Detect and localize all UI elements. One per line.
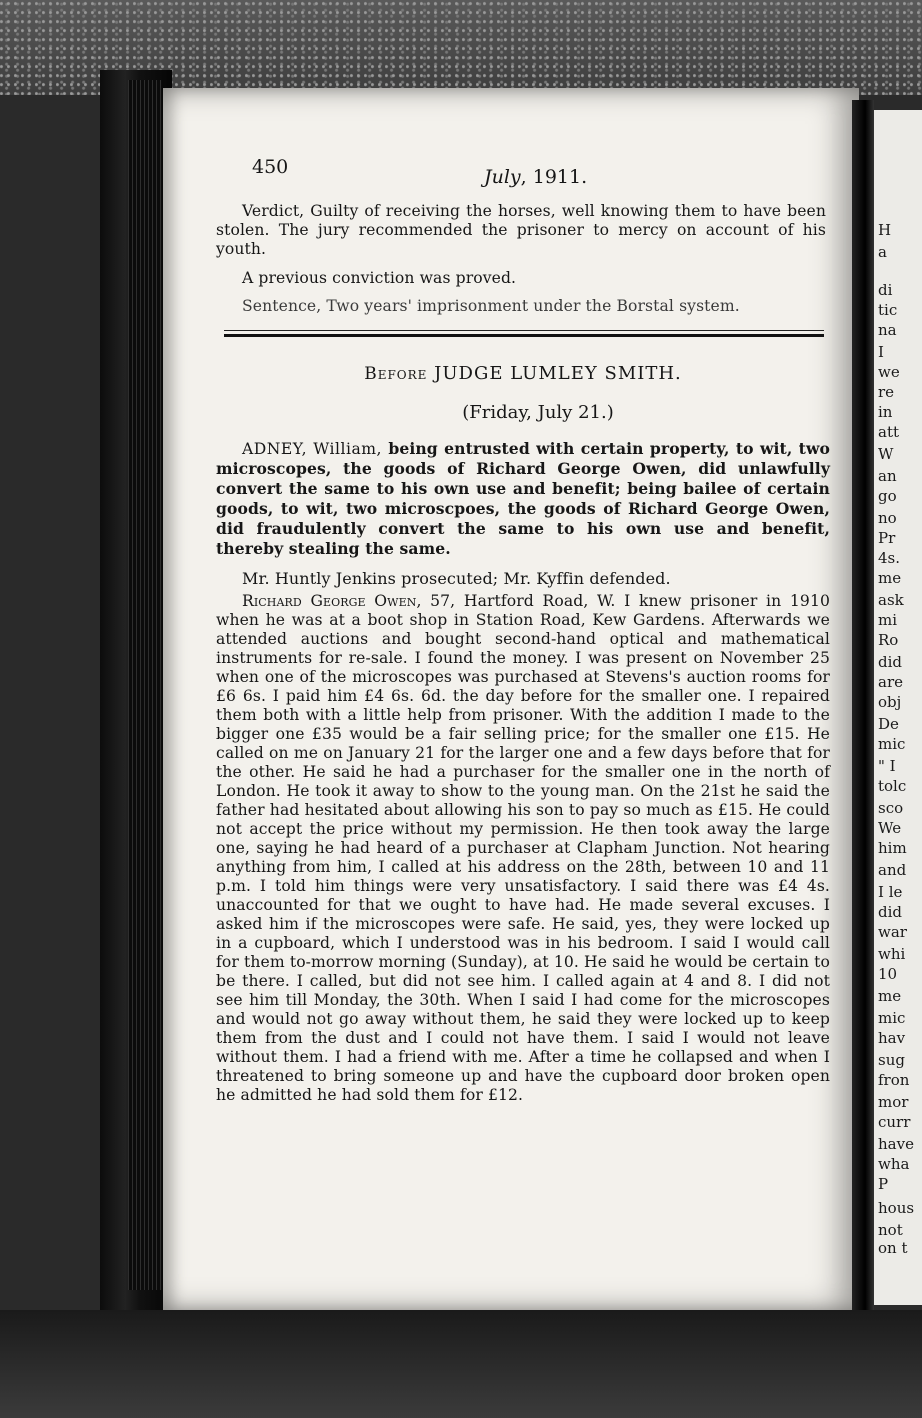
- facing-page-text-fragment: P: [878, 1175, 889, 1193]
- facing-page-text-fragment: war: [878, 923, 907, 941]
- running-title-month: July: [484, 166, 521, 188]
- facing-page-text-fragment: curr: [878, 1113, 911, 1131]
- facing-page-text-fragment: W: [878, 445, 894, 463]
- facing-page-text-fragment: have: [878, 1135, 914, 1153]
- facing-page-text-fragment: in: [878, 403, 893, 421]
- facing-page-text-fragment: 4s.: [878, 549, 901, 567]
- session-date: (Friday, July 21.): [462, 402, 614, 423]
- facing-page-text-fragment: I: [878, 343, 884, 361]
- facing-page-text-fragment: tic: [878, 301, 898, 319]
- divider-thin-rule: [224, 330, 824, 331]
- verdict-paragraph: Verdict, Guilty of receiving the horses, well knowing them to have been stolen. The jury recommended the prisoner to mercy on account of his youth.: [216, 202, 826, 258]
- facing-page-text-fragment: no: [878, 509, 897, 527]
- judge-heading: [216, 363, 830, 384]
- facing-page-text-fragment: hav: [878, 1029, 906, 1047]
- facing-page-text-fragment: him: [878, 839, 907, 857]
- judge-heading-prefix: Before: [364, 364, 428, 384]
- facing-page-text-fragment: an: [878, 467, 897, 485]
- facing-page-text-fragment: sco: [878, 799, 904, 817]
- scan-background-bottom: [0, 1310, 922, 1418]
- facing-page-text-fragment: 10: [878, 965, 898, 983]
- witness-name: Richard George Owen,: [242, 592, 422, 610]
- facing-page-text-fragment: me: [878, 987, 902, 1005]
- book-page-edge-lines: [128, 80, 162, 1290]
- facing-page-text-fragment: on t: [878, 1239, 908, 1257]
- facing-page-text-fragment: re: [878, 383, 895, 401]
- facing-page-text-fragment: di: [878, 281, 893, 299]
- facing-page-text-fragment: I le: [878, 883, 903, 901]
- facing-page-text-fragment: ask: [878, 591, 904, 609]
- facing-page-text-fragment: Ro: [878, 631, 899, 649]
- facing-page-text-fragment: fron: [878, 1071, 910, 1089]
- facing-page-text-fragment: and: [878, 861, 907, 879]
- facing-page-text-fragment: wha: [878, 1155, 910, 1173]
- indictment-text: being entrusted with certain property, to wit, two microscopes, the goods of Richard George Owen, did unlawfully convert the same to his own use and benefit; being bailee of certain goods, to wit, two microscpoes, the goods of Richard George Owen, did fraudulently convert the same to his own use and benefit, thereby stealing the same.: [216, 439, 830, 558]
- sentence-paragraph: Sentence, Two years' imprisonment under the Borstal system.: [242, 297, 740, 315]
- facing-page-text-fragment: We: [878, 819, 902, 837]
- facing-page-text-fragment: me: [878, 569, 902, 587]
- indictment-paragraph: [216, 439, 830, 559]
- facing-page-text-fragment: " I: [878, 757, 896, 775]
- running-title: [484, 166, 587, 188]
- running-head: [216, 150, 830, 190]
- page-number: 450: [252, 156, 289, 178]
- witness-testimony-paragraph: [216, 592, 830, 1105]
- facing-page-text-fragment: Pr: [878, 529, 896, 547]
- facing-page-text-fragment: obj: [878, 693, 902, 711]
- previous-conviction-paragraph: A previous conviction was proved.: [242, 269, 517, 287]
- running-title-year: , 1911.: [520, 166, 588, 188]
- book-gutter: [852, 100, 874, 1310]
- divider-thick-rule: [224, 334, 824, 337]
- facing-page-text-fragment: mic: [878, 735, 906, 753]
- facing-page-text-fragment: na: [878, 321, 897, 339]
- facing-page-text-fragment: are: [878, 673, 903, 691]
- facing-page-fragment: [874, 110, 922, 1305]
- counsel-paragraph: Mr. Huntly Jenkins prosecuted; Mr. Kyffin defended.: [242, 569, 671, 588]
- section-divider: [224, 330, 824, 337]
- facing-page-text-fragment: mi: [878, 611, 898, 629]
- facing-page-text-fragment: tolc: [878, 777, 907, 795]
- facing-page-text-fragment: hous: [878, 1199, 915, 1217]
- facing-page-text-fragment: whi: [878, 945, 906, 963]
- facing-page-text-fragment: mor: [878, 1093, 909, 1111]
- facing-page-text-fragment: sug: [878, 1051, 905, 1069]
- facing-page-text-fragment: did: [878, 903, 903, 921]
- judge-heading-name: JUDGE LUMLEY SMITH.: [427, 363, 682, 384]
- facing-page-text-fragment: not: [878, 1221, 903, 1239]
- facing-page-text-fragment: H: [878, 221, 892, 239]
- facing-page-text-fragment: De: [878, 715, 899, 733]
- facing-page-text-fragment: go: [878, 487, 897, 505]
- facing-page-text-fragment: mic: [878, 1009, 906, 1027]
- defendant-name: ADNEY, William,: [242, 440, 383, 458]
- witness-testimony-text: 57, Hartford Road, W. I knew prisoner in 1910 when he was at a boot shop in Station Road, Kew Gardens. Afterwards we attended auctions and bought second-hand optical and mathematical instruments for re-sale. I found the money. I was present on November 25 when one of the microscopes was purchased at Stevens's auction rooms for £6 6s. I paid him £4 6s. 6d. the day before for the smaller one. I repaired them both with a little help from prisoner. With the addition I made to the bigger one £35 would be a fair selling price; for the smaller one £15. He called on me on January 21 for the larger one and a few days before that for the other. He said he had a purchaser for the smaller one in the north of London. He took it away to show to the young man. On the 21st he said the father had hesitated about allowing his son to pay so much as £15. He could not accept the price without my permission. He then took away the large one, saying he had heard of a purchaser at Clapham Junction. Not hearing anything from him, I called at his address on the 28th, between 10 and 11 p.m. I told him things were very unsatisfactory. I said there was £4 4s. unaccounted for that we ought to have had. He made several excuses. I asked him if the microscopes were safe. He said, yes, they were locked up in a cupboard, which I understood was in his bedroom. I said I would call for them to-morrow morning (Sunday), at 10. He said he would be certain to be there. I called, but did not see him. I called again at 4 and 8. I did not see him till Monday, the 30th. When I said I had come for the microscopes and would not go away without them, he said they were locked up to keep them from the dust and I could not have them. I said I would not leave without them. I had a friend with me. After a time he collapsed and when I threatened to bring someone up and have the cupboard door broken open he admitted he had sold them for £12.: [216, 592, 830, 1104]
- facing-page-text-fragment: a: [878, 243, 887, 261]
- page-content: [216, 150, 830, 1105]
- facing-page-text-fragment: we: [878, 363, 900, 381]
- facing-page-text-fragment: att: [878, 423, 899, 441]
- facing-page-text-fragment: did: [878, 653, 903, 671]
